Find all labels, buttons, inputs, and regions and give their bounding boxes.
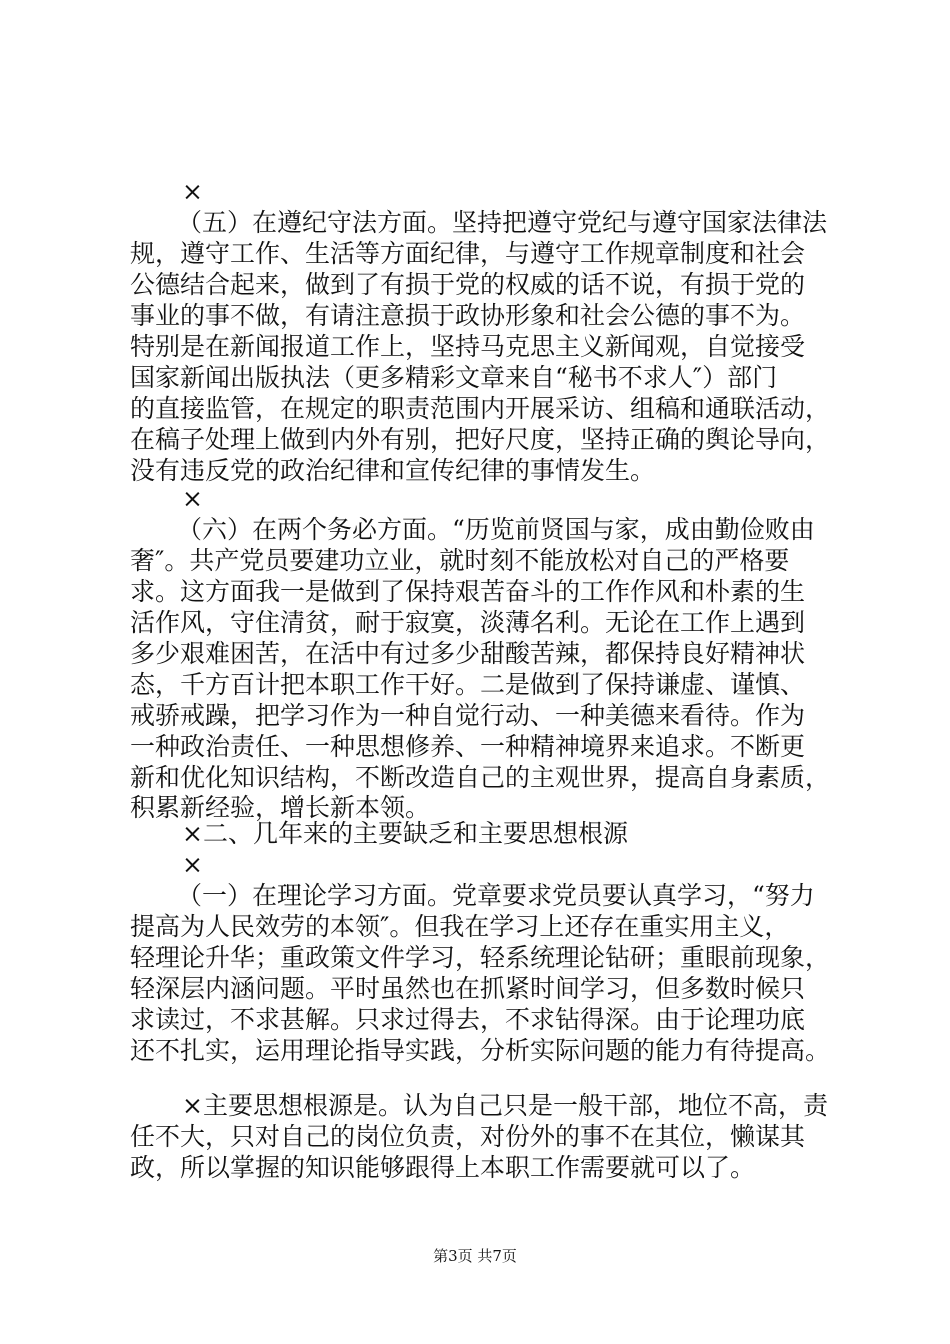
text-line: × (182, 177, 203, 206)
text-line: （五）在遵纪守法方面。坚持把遵守党纪与遵守国家法律法 (177, 208, 828, 237)
text-line: ×主要思想根源是。认为自己只是一般干部，地位不高，责 (182, 1091, 828, 1120)
text-line: 戒骄戒躁，把学习作为一种自觉行动、一种美德来看待。作为 (130, 701, 806, 730)
text-line: 公德结合起来，做到了有损于党的权威的话不说，有损于党的 (130, 270, 806, 299)
text-line: 求读过，不求甚解。只求过得去，不求钻得深。由于论理功底 (130, 1005, 806, 1034)
text-line: 规，遵守工作、生活等方面纪律，与遵守工作规章制度和社会 (130, 239, 806, 268)
text-line: 政，所以掌握的知识能够跟得上本职工作需要就可以了。 (130, 1153, 756, 1182)
text-line: 没有违反党的政治纪律和宣传纪律的事情发生。 (130, 456, 656, 485)
text-line: 提高为人民效劳的本领″。但我在学习上还存在重实用主义， (130, 912, 790, 941)
text-line: （六）在两个务必方面。“历览前贤国与家，成由勤俭败由 (177, 515, 815, 544)
page-footer: 第3页 共7页 (433, 1247, 517, 1265)
text-line: （一）在理论学习方面。党章要求党员要认真学习，“努力 (177, 881, 815, 910)
text-line: 任不大，只对自己的岗位负责，对份外的事不在其位，懒谋其 (130, 1122, 806, 1151)
text-line: 活作风，守住清贫，耐于寂寞，淡薄名利。无论在工作上遇到 (130, 608, 806, 637)
text-line: 一种政治责任、一种思想修养、一种精神境界来追求。不断更 (130, 732, 806, 761)
text-line: 奢″。共产党员要建功立业，就时刻不能放松对自己的严格要 (130, 546, 790, 575)
text-line: 事业的事不做，有请注意损于政协形象和社会公德的事不为。 (130, 301, 806, 330)
text-line: × (182, 484, 203, 513)
text-line: 态，千方百计把本职工作干好。二是做到了保持谦虚、谨慎、 (130, 670, 806, 699)
text-line: 在稿子处理上做到内外有别，把好尺度，坚持正确的舆论导向， (130, 425, 831, 454)
text-line: 轻深层内涵问题。平时虽然也在抓紧时间学习，但多数时候只 (130, 974, 806, 1003)
text-line: 积累新经验，增长新本领。 (130, 793, 431, 822)
text-line: 轻理论升华；重政策文件学习，轻系统理论钻研；重眼前现象， (130, 943, 831, 972)
text-line: × (182, 850, 203, 879)
text-line: 还不扎实，运用理论指导实践，分析实际问题的能力有待提高。 (130, 1036, 831, 1065)
text-line: 新和优化知识结构，不断改造自己的主观世界，提高自身素质， (130, 763, 831, 792)
text-line: 求。这方面我一是做到了保持艰苦奋斗的工作作风和朴素的生 (130, 577, 806, 606)
text-line: 多少艰难困苦，在活中有过多少甜酸苦辣，都保持良好精神状 (130, 639, 806, 668)
section-heading: ×二、几年来的主要缺乏和主要思想根源 (182, 819, 628, 848)
text-line: 的直接监管，在规定的职责范围内开展采访、组稿和通联活动， (130, 394, 831, 423)
text-line: 特别是在新闻报道工作上，坚持马克思主义新闻观，自觉接受 (130, 332, 806, 361)
text-line: 国家新闻出版执法（更多精彩文章来自“秘书不求人″）部门 (130, 363, 778, 392)
